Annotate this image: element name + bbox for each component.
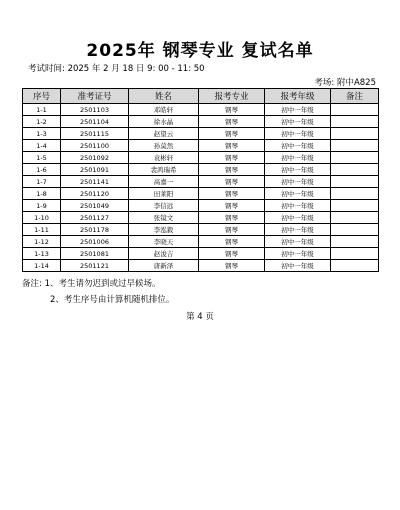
cell-major: 钢琴 <box>199 236 265 248</box>
cell-major: 钢琴 <box>199 104 265 116</box>
cell-grade: 初中一年级 <box>265 140 331 152</box>
table-row <box>23 176 379 188</box>
cell-name: 田莱阳 <box>129 188 199 200</box>
cell-name: 邓皓轩 <box>129 104 199 116</box>
cell-ticket-no: 2501006 <box>61 236 129 248</box>
table-row <box>23 236 379 248</box>
table-row <box>23 212 379 224</box>
header-grade: 报考年级 <box>265 89 331 104</box>
cell-remarks <box>331 236 379 248</box>
cell-major: 钢琴 <box>199 176 265 188</box>
cell-name: 李信远 <box>129 200 199 212</box>
cell-name: 裴鸿瑞希 <box>129 164 199 176</box>
cell-major: 钢琴 <box>199 164 265 176</box>
note-line-1: 备注: 1、考生请勿迟到或过早候场。 <box>22 279 161 289</box>
exam-venue: 考场: 附中A825 <box>314 78 376 88</box>
table-row <box>23 260 379 272</box>
cell-seq: 1-12 <box>23 236 61 248</box>
table-row <box>23 116 379 128</box>
cell-remarks <box>331 116 379 128</box>
cell-major: 钢琴 <box>199 260 265 272</box>
cell-grade: 初中一年级 <box>265 104 331 116</box>
cell-seq: 1-8 <box>23 188 61 200</box>
cell-seq: 1-6 <box>23 164 61 176</box>
cell-ticket-no: 2501127 <box>61 212 129 224</box>
cell-grade: 初中一年级 <box>265 152 331 164</box>
cell-ticket-no: 2501092 <box>61 152 129 164</box>
cell-grade: 初中一年级 <box>265 200 331 212</box>
cell-grade: 初中一年级 <box>265 176 331 188</box>
cell-name: 张镜文 <box>129 212 199 224</box>
cell-grade: 初中一年级 <box>265 224 331 236</box>
header-major: 报考专业 <box>199 89 265 104</box>
cell-grade: 初中一年级 <box>265 188 331 200</box>
cell-remarks <box>331 152 379 164</box>
cell-major: 钢琴 <box>199 116 265 128</box>
candidate-table <box>22 88 379 272</box>
cell-grade: 初中一年级 <box>265 164 331 176</box>
cell-major: 钢琴 <box>199 152 265 164</box>
table-row <box>23 248 379 260</box>
table-row <box>23 128 379 140</box>
cell-seq: 1-7 <box>23 176 61 188</box>
cell-seq: 1-4 <box>23 140 61 152</box>
header-name: 姓名 <box>129 89 199 104</box>
cell-grade: 初中一年级 <box>265 212 331 224</box>
cell-major: 钢琴 <box>199 140 265 152</box>
cell-name: 赵望云 <box>129 128 199 140</box>
cell-major: 钢琴 <box>199 224 265 236</box>
cell-grade: 初中一年级 <box>265 236 331 248</box>
cell-major: 钢琴 <box>199 248 265 260</box>
cell-grade: 初中一年级 <box>265 248 331 260</box>
cell-seq: 1-1 <box>23 104 61 116</box>
cell-ticket-no: 2501104 <box>61 116 129 128</box>
cell-major: 钢琴 <box>199 188 265 200</box>
cell-ticket-no: 2501120 <box>61 188 129 200</box>
header-ticket-no: 准考证号 <box>61 89 129 104</box>
cell-seq: 1-2 <box>23 116 61 128</box>
header-remarks: 备注 <box>331 89 379 104</box>
cell-seq: 1-10 <box>23 212 61 224</box>
cell-remarks <box>331 224 379 236</box>
cell-name: 李泓毅 <box>129 224 199 236</box>
cell-major: 钢琴 <box>199 200 265 212</box>
cell-grade: 初中一年级 <box>265 260 331 272</box>
cell-remarks <box>331 140 379 152</box>
cell-seq: 1-11 <box>23 224 61 236</box>
cell-remarks <box>331 200 379 212</box>
cell-ticket-no: 2501103 <box>61 104 129 116</box>
cell-ticket-no: 2501141 <box>61 176 129 188</box>
cell-seq: 1-3 <box>23 128 61 140</box>
cell-name: 唐新泽 <box>129 260 199 272</box>
cell-remarks <box>331 104 379 116</box>
cell-remarks <box>331 176 379 188</box>
note-line-2: 2、考生序号由计算机随机排位。 <box>50 295 175 305</box>
table-row <box>23 140 379 152</box>
cell-seq: 1-5 <box>23 152 61 164</box>
cell-seq: 1-13 <box>23 248 61 260</box>
cell-ticket-no: 2501049 <box>61 200 129 212</box>
cell-remarks <box>331 260 379 272</box>
cell-seq: 1-9 <box>23 200 61 212</box>
document-title: 2025年 钢琴专业 复试名单 <box>86 41 314 61</box>
cell-name: 袁彬轩 <box>129 152 199 164</box>
cell-ticket-no: 2501091 <box>61 164 129 176</box>
table-row <box>23 104 379 116</box>
header-seq: 序号 <box>23 89 61 104</box>
table-row <box>23 164 379 176</box>
cell-grade: 初中一年级 <box>265 116 331 128</box>
cell-ticket-no: 2501121 <box>61 260 129 272</box>
cell-major: 钢琴 <box>199 128 265 140</box>
cell-ticket-no: 2501081 <box>61 248 129 260</box>
cell-grade: 初中一年级 <box>265 128 331 140</box>
cell-ticket-no: 2501100 <box>61 140 129 152</box>
cell-name: 高嘉一 <box>129 176 199 188</box>
cell-major: 钢琴 <box>199 212 265 224</box>
table-row <box>23 224 379 236</box>
cell-ticket-no: 2501115 <box>61 128 129 140</box>
table-header-row <box>23 89 379 104</box>
table-body <box>23 104 379 272</box>
table-row <box>23 152 379 164</box>
cell-name: 赵浚吉 <box>129 248 199 260</box>
cell-name: 李晓天 <box>129 236 199 248</box>
cell-name: 孙莫然 <box>129 140 199 152</box>
table-row <box>23 188 379 200</box>
cell-remarks <box>331 128 379 140</box>
cell-name: 徐水晶 <box>129 116 199 128</box>
exam-time: 考试时间: 2025 年 2 月 18 日 9: 00 - 11: 50 <box>28 64 205 74</box>
cell-seq: 1-14 <box>23 260 61 272</box>
page-number: 第 4 页 <box>186 312 214 322</box>
cell-remarks <box>331 212 379 224</box>
cell-remarks <box>331 248 379 260</box>
table-row <box>23 200 379 212</box>
cell-remarks <box>331 188 379 200</box>
notes <box>22 276 174 308</box>
cell-remarks <box>331 164 379 176</box>
cell-ticket-no: 2501178 <box>61 224 129 236</box>
